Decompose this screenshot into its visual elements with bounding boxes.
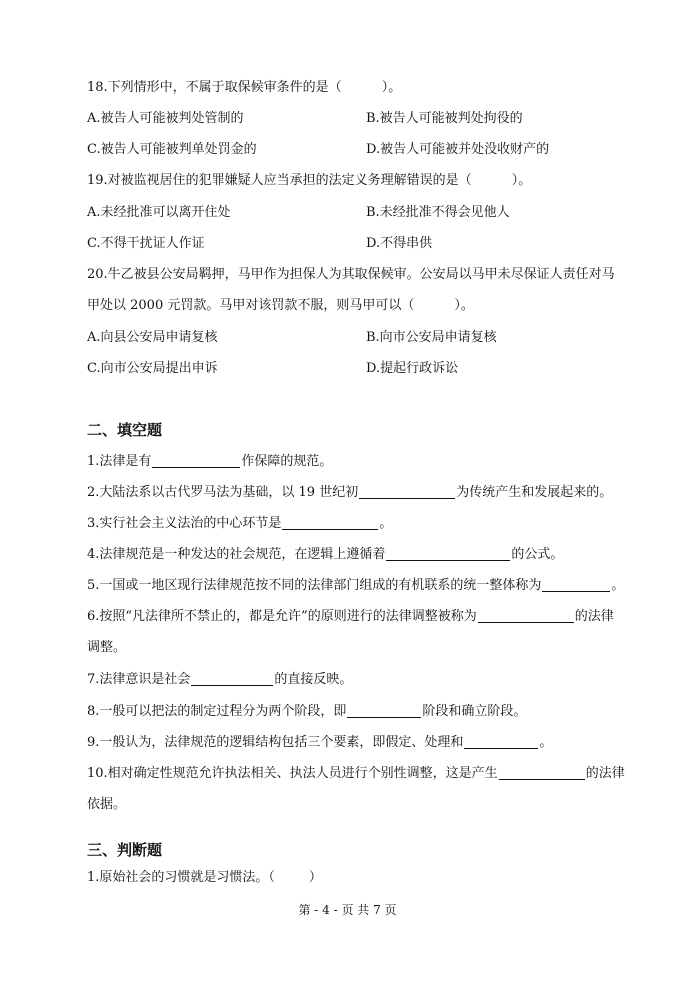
question-19-stem bbox=[87, 172, 531, 190]
question-text: 7.法律意识是社会 bbox=[87, 672, 191, 687]
question-text: 3.实行社会主义法治的中心环节是 bbox=[87, 516, 282, 531]
fill-blank bbox=[499, 765, 585, 780]
question-text: ）。 bbox=[381, 80, 402, 95]
fill-blank bbox=[464, 734, 538, 749]
fill-blank bbox=[359, 484, 455, 499]
question-20-stem-line2 bbox=[87, 297, 474, 315]
question-text: 10.相对确定性规范允许执法相关、执法人员进行个别性调整，这是产生 bbox=[87, 766, 498, 781]
section-heading-true-false: 三、判断题 bbox=[87, 841, 163, 859]
fill-question-3 bbox=[87, 515, 392, 533]
q20-option-c: C.向市公安局提出申诉 bbox=[87, 361, 218, 376]
fill-blank bbox=[542, 577, 610, 592]
fill-blank bbox=[478, 608, 574, 623]
q20-option-b: B.向市公安局申请复核 bbox=[366, 330, 497, 345]
q19-option-d: D.不得串供 bbox=[366, 236, 433, 251]
question-text: 1.原始社会的习惯就是习惯法。（ bbox=[87, 870, 275, 885]
question-text: 6.按照“凡法律所不禁止的，都是允许”的原则进行的法律调整被称为 bbox=[87, 609, 477, 624]
question-text: 2.大陆法系以古代罗马法为基础，以 19 世纪初 bbox=[87, 485, 359, 500]
q18-option-a: A.被告人可能被判处管制的 bbox=[87, 111, 244, 126]
question-18-stem bbox=[87, 79, 401, 97]
question-text: 的公式。 bbox=[511, 547, 564, 562]
fill-question-6-line1 bbox=[87, 608, 614, 626]
question-text: 4.法律规范是一种发达的社会规范，在逻辑上遵循着 bbox=[87, 547, 386, 562]
question-text: 阶段和确立阶段。 bbox=[422, 704, 527, 719]
question-text: 9.一般认为，法律规范的逻辑结构包括三个要素，即假定、处理和 bbox=[87, 735, 464, 750]
question-text: 5.一国或一地区现行法律规范按不同的法律部门组成的有机联系的统一整体称为 bbox=[87, 578, 542, 593]
fill-question-9 bbox=[87, 734, 552, 752]
fill-question-10-line2: 依据。 bbox=[87, 797, 127, 812]
fill-question-6-line2: 调整。 bbox=[87, 640, 127, 655]
question-text: 8.一般可以把法的制定过程分为两个阶段，即 bbox=[87, 704, 347, 719]
question-text: 。 bbox=[379, 516, 393, 531]
question-text: ）。 bbox=[511, 173, 532, 188]
question-text: 19.对被监视居住的犯罪嫌疑人应当承担的法定义务理解错误的是（ bbox=[87, 173, 472, 188]
q18-option-c: C.被告人可能被判单处罚金的 bbox=[87, 142, 257, 157]
fill-question-8 bbox=[87, 703, 526, 721]
fill-question-10-line1 bbox=[87, 765, 625, 783]
question-text: 为传统产生和发展起来的。 bbox=[456, 485, 613, 500]
fill-question-7 bbox=[87, 671, 352, 689]
fill-question-2 bbox=[87, 484, 612, 502]
question-text: 甲处以 2000 元罚款。马甲对该罚款不服，则马甲可以（ bbox=[87, 298, 415, 313]
fill-blank bbox=[347, 703, 421, 718]
fill-blank bbox=[191, 671, 273, 686]
q19-option-b: B.未经批准不得会见他人 bbox=[366, 205, 510, 220]
question-20-stem-line1: 20.牛乙被县公安局羁押，马甲作为担保人为其取保候审。公安局以马甲未尽保证人责任对马 bbox=[87, 267, 615, 282]
fill-blank bbox=[282, 515, 378, 530]
judge-question-1 bbox=[87, 869, 322, 887]
fill-blank bbox=[152, 453, 240, 468]
question-text: 18.下列情形中，不属于取保候审条件的是（ bbox=[87, 80, 342, 95]
section-heading-fill-in: 二、填空题 bbox=[87, 421, 163, 439]
q18-option-d: D.被告人可能被并处没收财产的 bbox=[366, 142, 550, 157]
question-text: 1.法律是有 bbox=[87, 454, 152, 469]
fill-question-4 bbox=[87, 546, 563, 564]
question-text: ） bbox=[308, 870, 322, 885]
q18-option-b: B.被告人可能被判处拘役的 bbox=[366, 111, 523, 126]
q20-option-d: D.提起行政诉讼 bbox=[366, 361, 459, 376]
question-text: ）。 bbox=[454, 298, 474, 313]
question-text: 的直接反映。 bbox=[274, 672, 353, 687]
question-text: 的法律 bbox=[585, 766, 625, 781]
question-text: 。 bbox=[611, 578, 625, 593]
question-text: 作保障的规范。 bbox=[241, 454, 333, 469]
q19-option-a: A.未经批准可以离开住处 bbox=[87, 205, 231, 220]
question-text: 的法律 bbox=[574, 609, 614, 624]
fill-question-1 bbox=[87, 453, 332, 471]
page-number-footer: 第 - 4 - 页 共 7 页 bbox=[298, 903, 397, 917]
q19-option-c: C.不得干扰证人作证 bbox=[87, 236, 205, 251]
question-text: 。 bbox=[539, 735, 553, 750]
fill-blank bbox=[386, 546, 510, 561]
fill-question-5 bbox=[87, 577, 624, 595]
q20-option-a: A.向县公安局申请复核 bbox=[87, 330, 218, 345]
